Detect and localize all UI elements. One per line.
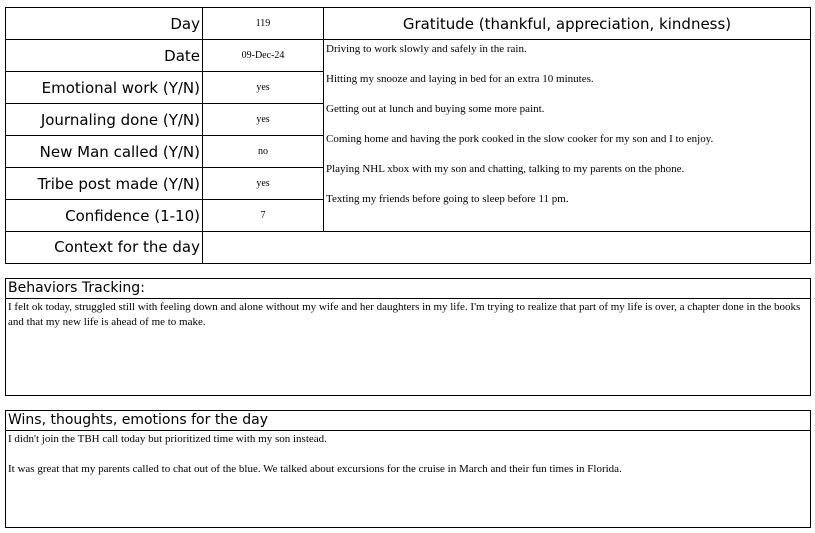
wins-section	[5, 410, 811, 528]
gratitude-item: Coming home and having the pork cooked in the slow cooker for my son and I to enjoy.	[326, 133, 714, 145]
tribe-post-label: Tribe post made (Y/N)	[6, 168, 202, 200]
emotional-work-label: Emotional work (Y/N)	[6, 72, 202, 104]
day-label: Day	[6, 8, 202, 40]
wins-line: It was great that my parents called to chat out of the blue. We talked about excursions for the cruise in March and their fun times in Florida.	[8, 463, 622, 475]
daily-log-table	[5, 7, 811, 264]
behaviors-section	[5, 278, 811, 396]
confidence-label: Confidence (1-10)	[6, 200, 202, 232]
wins-line: I didn't join the TBH call today but prioritized time with my son instead.	[8, 433, 327, 445]
new-man-called-value[interactable]: no	[202, 136, 323, 168]
journaling-value[interactable]: yes	[202, 104, 323, 136]
gratitude-item: Texting my friends before going to sleep before 11 pm.	[326, 193, 569, 205]
blank-line	[8, 447, 808, 462]
context-value[interactable]	[202, 232, 810, 263]
gratitude-title: Gratitude (thankful, appreciation, kindness)	[323, 8, 810, 40]
gratitude-item: Playing NHL xbox with my son and chatting, talking to my parents on the phone.	[326, 163, 685, 175]
date-value[interactable]: 09-Dec-24	[202, 40, 323, 72]
day-value[interactable]: 119	[202, 8, 323, 40]
tribe-post-value[interactable]: yes	[202, 168, 323, 200]
wins-text[interactable]	[6, 431, 810, 478]
gratitude-item: Driving to work slowly and safely in the rain.	[326, 43, 527, 55]
new-man-called-label: New Man called (Y/N)	[6, 136, 202, 168]
emotional-work-value[interactable]: yes	[202, 72, 323, 104]
confidence-value[interactable]: 7	[202, 200, 323, 232]
context-label: Context for the day	[54, 238, 200, 256]
journaling-label: Journaling done (Y/N)	[6, 104, 202, 136]
gratitude-item: Hitting my snooze and laying in bed for an extra 10 minutes.	[326, 73, 594, 85]
gratitude-list[interactable]	[323, 40, 810, 232]
behaviors-text[interactable]	[6, 299, 810, 331]
date-label: Date	[6, 40, 202, 72]
gratitude-item: Getting out at lunch and buying some more paint.	[326, 103, 545, 115]
wins-title: Wins, thoughts, emotions for the day	[6, 411, 810, 431]
behaviors-title: Behaviors Tracking:	[6, 279, 810, 299]
behaviors-paragraph: I felt ok today, struggled still with feeling down and alone without my wife and her daughters in my life. I'm trying to realize that part of my life is over, a chapter done in the books and that my new life is ahead of me to make.	[8, 301, 801, 328]
